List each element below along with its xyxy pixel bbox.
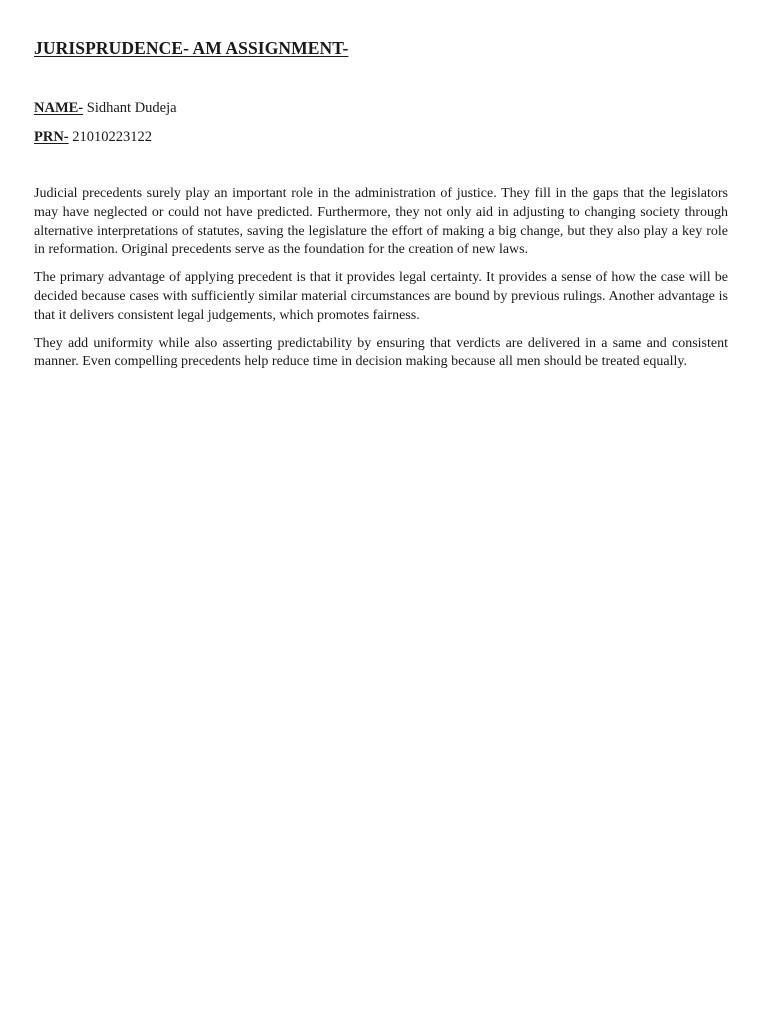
- document-body: [34, 185, 728, 372]
- prn-value: 21010223122: [68, 129, 153, 145]
- prn-field: [34, 127, 728, 147]
- name-field: [34, 98, 728, 118]
- paragraph-3: They add uniformity while also asserting predictability by ensuring that verdicts are delivered in a same and consistent manner. Even compelling precedents help reduce time in decision making because all men should be treated equally.: [34, 335, 728, 370]
- prn-label: PRN-: [34, 129, 69, 145]
- paragraph-2: The primary advantage of applying precedent is that it provides legal certainty. It provides a sense of how the case will be decided because cases with sufficiently similar material circumstances are bound by previous rulings. Another advantage is that it delivers consistent legal judgements, which promotes fairness.: [34, 270, 728, 323]
- name-value: Sidhant Dudeja: [83, 100, 177, 116]
- paragraph-1: Judicial precedents surely play an important role in the administration of justice. They fill in the gaps that the legislators may have neglected or could not have predicted. Furthermore, they not only aid in adjusting to changing society through alternative interpretations of statutes, saving the legislature the effort of making a big change, but they also play a key role in reformation. Original precedents serve as the foundation for the creation of new laws.: [34, 186, 728, 258]
- document-title: JURISPRUDENCE- AM ASSIGNMENT-: [34, 38, 349, 58]
- name-label: NAME-: [34, 100, 84, 116]
